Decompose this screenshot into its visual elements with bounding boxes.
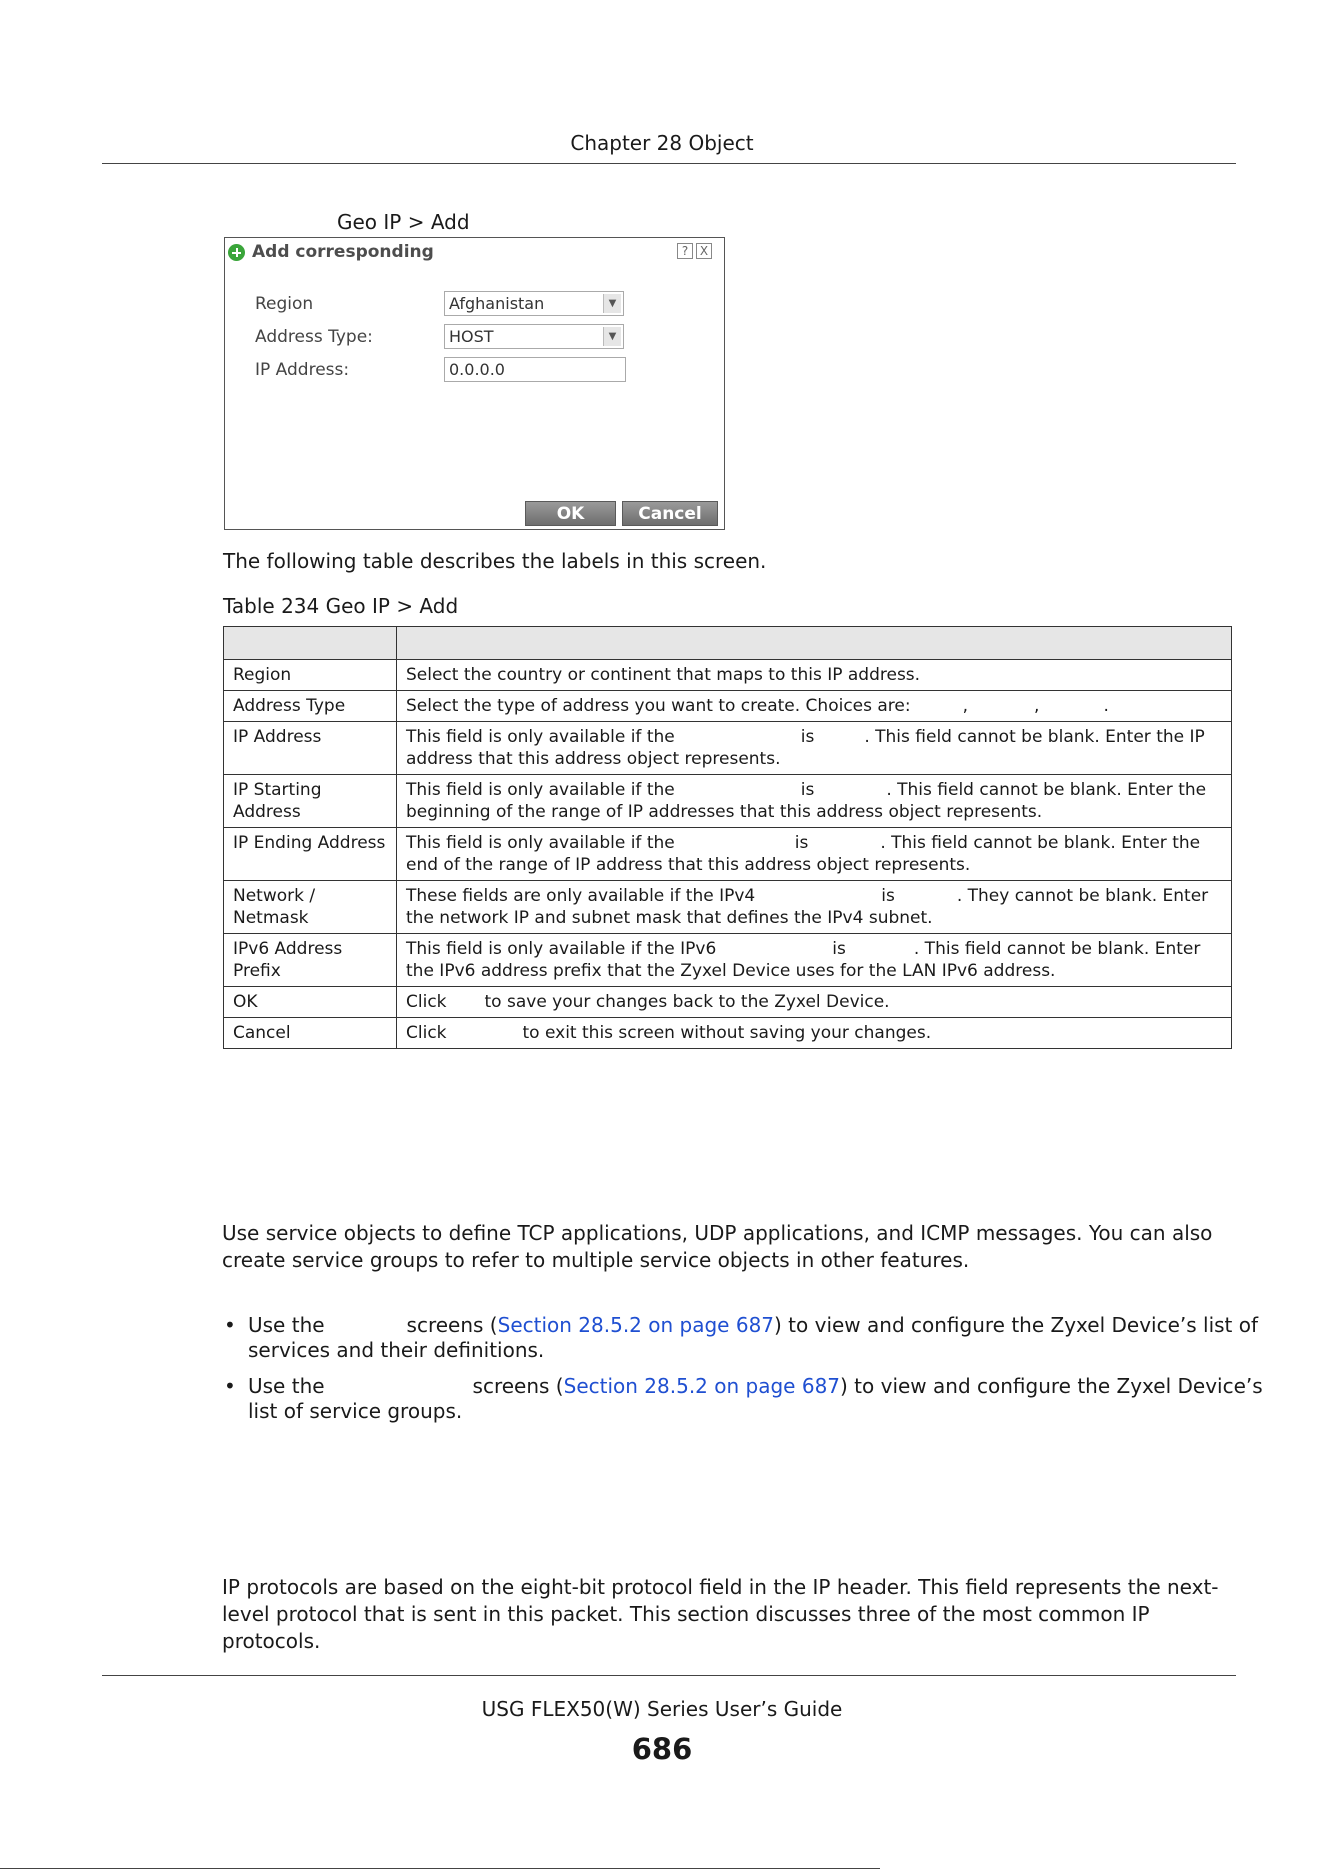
ip-address-value: 0.0.0.0: [449, 360, 505, 379]
row-desc: [397, 722, 1232, 775]
row-desc-text: is: [800, 727, 815, 747]
table-row: [224, 660, 1232, 691]
row-label: IP Address: [224, 722, 397, 775]
row-desc-text: to exit this screen without saving your changes.: [522, 1023, 932, 1043]
bullet-text: ) to view and configure the Zyxel Device’s list of services and their definitions.: [248, 1313, 1259, 1362]
table-row: [224, 691, 1232, 722]
row-label: IP Ending Address: [224, 828, 397, 881]
ok-button[interactable]: OK: [525, 501, 616, 526]
dialog-title: Add corresponding: [252, 242, 434, 262]
figure-caption: Geo IP > Add: [337, 210, 470, 234]
row-desc-text: ,: [1034, 696, 1040, 716]
table-row: [224, 828, 1232, 881]
service-objects-paragraph: Use service objects to define TCP applications, UDP applications, and ICMP messages. You can also create service groups to refer to multiple service objects in other features.: [222, 1221, 1213, 1272]
table-caption: Table 234 Geo IP > Add: [223, 594, 459, 618]
chapter-header: Chapter 28 Object: [570, 131, 754, 155]
section-link[interactable]: Section 28.5.2 on page 687: [563, 1374, 841, 1398]
footer-divider: [102, 1675, 1236, 1676]
table-row: [224, 987, 1232, 1018]
add-corresponding-dialog: [224, 237, 725, 530]
ip-protocols-paragraph: IP protocols are based on the eight-bit protocol field in the IP header. This field represents the next-level protocol that is sent in this packet. This section discusses three of the most common IP protocols.: [222, 1575, 1219, 1653]
row-desc-text: . This field cannot be blank. Enter the end of the range of IP address that this address object represents.: [406, 833, 1201, 875]
row-desc: [397, 1018, 1232, 1049]
row-desc: [397, 691, 1232, 722]
footer-guide-title: USG FLEX50(W) Series User’s Guide: [481, 1697, 843, 1721]
row-label: Region: [224, 660, 397, 691]
table-row: [224, 881, 1232, 934]
address-type-label: Address Type:: [255, 327, 373, 347]
row-label: Network / Netmask: [224, 881, 397, 934]
help-icon[interactable]: ?: [677, 243, 693, 259]
chevron-down-icon: ▼: [603, 327, 621, 346]
list-item: [248, 1313, 1268, 1363]
row-desc-text: This field is only available if the: [406, 780, 675, 800]
bullet-text: screens (: [472, 1374, 564, 1398]
address-type-value: HOST: [449, 327, 494, 346]
description-table: [223, 626, 1232, 1049]
region-select[interactable]: [444, 291, 624, 316]
region-value: Afghanistan: [449, 294, 545, 313]
row-desc-text: Click: [406, 992, 447, 1012]
row-desc: [397, 987, 1232, 1018]
section-link[interactable]: Section 28.5.2 on page 687: [497, 1313, 775, 1337]
row-desc-text: . This field cannot be blank. Enter the IP address that this address object represents.: [406, 727, 1205, 769]
row-desc-text: is: [800, 780, 815, 800]
table-row: [224, 775, 1232, 828]
row-desc: [397, 934, 1232, 987]
ip-address-input[interactable]: [444, 357, 626, 382]
table-header-cell: [397, 627, 1232, 660]
cancel-button[interactable]: Cancel: [622, 501, 718, 526]
bullet-text: ) to view and configure the Zyxel Device’s list of service groups.: [248, 1374, 1263, 1423]
row-desc-text: This field is only available if the: [406, 833, 675, 853]
table-row: [224, 934, 1232, 987]
row-label: Cancel: [224, 1018, 397, 1049]
chevron-down-icon: ▼: [603, 294, 621, 313]
row-desc-text: . They cannot be blank. Enter the network IP and subnet mask that defines the IPv4 subnet.: [406, 886, 1209, 928]
row-desc-text: This field is only available if the IPv6: [406, 939, 717, 959]
row-desc-text: is: [794, 833, 809, 853]
row-label: Address Type: [224, 691, 397, 722]
table-intro: The following table describes the labels in this screen.: [223, 549, 767, 573]
address-type-select[interactable]: [444, 324, 624, 349]
row-desc: Select the country or continent that maps to this IP address.: [397, 660, 1232, 691]
close-icon[interactable]: X: [696, 243, 712, 259]
bullet-text: screens (: [406, 1313, 498, 1337]
page-number: 686: [631, 1732, 693, 1766]
row-desc-text: This field is only available if the: [406, 727, 675, 747]
bullet-text: Use the: [248, 1374, 325, 1398]
table-row: [224, 1018, 1232, 1049]
row-desc-text: is: [832, 939, 846, 959]
table-row: [224, 722, 1232, 775]
row-label: IP Starting Address: [224, 775, 397, 828]
list-item: [248, 1374, 1268, 1424]
row-desc-text: is: [881, 886, 895, 906]
ip-address-label: IP Address:: [255, 360, 350, 380]
region-label: Region: [255, 294, 314, 314]
row-desc-text: Click: [406, 1023, 447, 1043]
row-desc-text: to save your changes back to the Zyxel Device.: [484, 992, 890, 1012]
row-desc-text: Select the type of address you want to create. Choices are:: [406, 696, 911, 716]
row-desc: [397, 828, 1232, 881]
row-desc: [397, 881, 1232, 934]
row-desc: [397, 775, 1232, 828]
table-header-row: [224, 627, 1232, 660]
row-desc-text: ,: [962, 696, 969, 716]
header-divider: [102, 163, 1236, 164]
bullet-text: Use the: [248, 1313, 325, 1337]
row-label: IPv6 Address Prefix: [224, 934, 397, 987]
row-label: OK: [224, 987, 397, 1018]
row-desc-text: . This field cannot be blank. Enter the beginning of the range of IP addresses that this address object represents.: [406, 780, 1207, 822]
row-desc-text: . This field cannot be blank. Enter the IPv6 address prefix that the Zyxel Device uses for the LAN IPv6 address.: [406, 939, 1201, 981]
bottom-edge-line: [0, 1868, 880, 1869]
add-icon: [228, 244, 245, 261]
row-desc-text: These fields are only available if the IPv4: [406, 886, 756, 906]
row-desc-text: .: [1103, 696, 1109, 716]
service-bullet-list: [222, 1313, 1268, 1435]
table-header-cell: [224, 627, 397, 660]
